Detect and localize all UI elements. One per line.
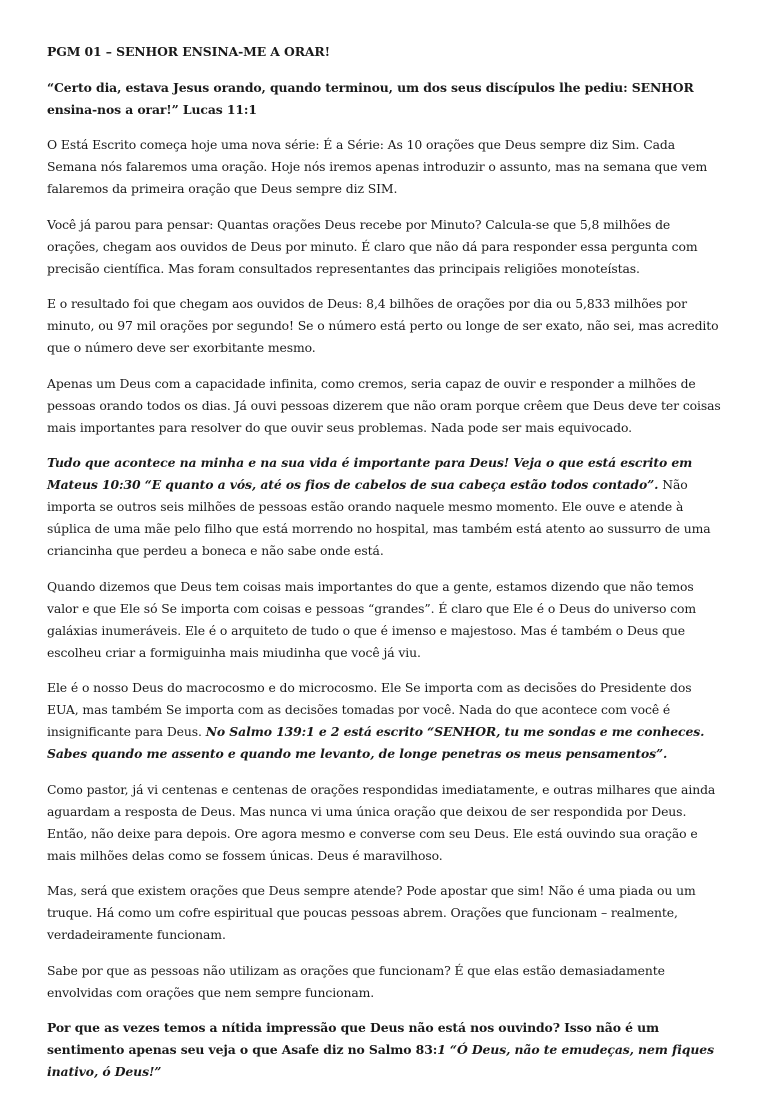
paragraph-pastor: Como pastor, já vi centenas e centenas de orações respondidas imediatamente, e outras milhares que ainda aguardam a resposta de Deus. Mas nunca vi uma única oração que deixou de ser respondida por Deus. Então, não deixe para depois. Ore agora mesmo e converse com seu Deus. Ele está ouvindo sua oração e mais milhões delas como se fossem únicas. Deus é maravilhoso.	[47, 781, 716, 863]
asafe-question: Por que as vezes temos a nítida impressão que Deus não está nos ouvindo? Isso não é um sentimento apenas seu veja o que Asafe diz no Salmo 83:	[47, 1020, 660, 1057]
paragraph-why-not-used: Sabe por que as pessoas não utilizam as orações que funcionam? É que elas estão demasiadamente envolvidas com orações que nem sempre funcionam.	[47, 962, 665, 1000]
paragraph-result: E o resultado foi que chegam aos ouvidos de Deus: 8,4 bilhões de orações por dia ou 5,833 milhões por minuto, ou 97 mil orações por segundo! Se o número está perto ou longe de ser exato, não sei, mas acredito que o número deve ser exorbitante mesmo.	[47, 296, 719, 355]
macrocosm-text: Ele é o nosso Deus do macrocosmo e do microcosmo. Ele Se importa com as decisões do Presidente dos EUA, mas também Se importa com as decisões tomadas por você. Nada do que acontece com você é insignificante para Deus.	[47, 680, 692, 739]
paragraph-matthew	[47, 452, 723, 562]
matthew-quote: Tudo que acontece na minha e na sua vida é importante para Deus! Veja o que está escrito em Mateus 10:30 “E quanto a vós, até os fios de cabelos de sua cabeça estão todos contado”.	[47, 455, 693, 492]
paragraph-macrocosm	[47, 677, 723, 765]
paragraph-infinite-capacity: Apenas um Deus com a capacidade infinita, como cremos, seria capaz de ouvir e responder a milhões de pessoas orando todos os dias. Já ouvi pessoas dizerem que não oram porque crêem que Deus deve ter coisas mais importantes para resolver do que ouvir seus problemas. Nada pode ser mais equivocado.	[47, 375, 721, 435]
psalm-83-quote: 1 “Ó Deus, não te emudeças, nem fiques inativo, ó Deus!”	[47, 1042, 714, 1079]
document-title: PGM 01 – SENHOR ENSINA-ME A ORAR!	[47, 44, 330, 59]
paragraph-intro: O Está Escrito começa hoje uma nova série: É a Série: As 10 orações que Deus sempre diz Sim. Cada Semana nós falaremos uma oração. Hoje nós iremos apenas introduzir o assunto, mas na semana que vem falaremos da primeira oração que Deus sempre diz SIM.	[47, 137, 708, 196]
document-page	[47, 41, 723, 1097]
psalm-139-quote: No Salmo 139:1 e 2 está escrito “SENHOR, tu me sondas e me conheces. Sabes quando me assento e quando me levanto, de longe penetras os meus pensamentos”.	[47, 724, 705, 761]
paragraph-prayers-god-answers: Mas, será que existem orações que Deus sempre atende? Pode apostar que sim! Não é uma piada ou um truque. Há como um cofre espiritual que poucas pessoas abrem. Orações que funcionam – realmente, verdadeiramente funcionam.	[47, 883, 696, 942]
matthew-rest: Não importa se outros seis milhões de pessoas estão orando naquele mesmo momento. Ele ouve e atende à súplica de uma mãe pelo filho que está morrendo no hospital, mas também está atento ao sussurro de uma criancinha que perdeu a boneca e não sabe onde está.	[47, 477, 711, 558]
paragraph-prayers-per-minute: Você já parou para pensar: Quantas orações Deus recebe por Minuto? Calcula-se que 5,8 milhões de orações, chegam aos ouvidos de Deus por minuto. É claro que não dá para responder essa pergunta com precisão científica. Mas foram consultados representantes das principais religiões monoteístas.	[47, 216, 698, 276]
paragraph-asafe	[47, 1017, 723, 1083]
paragraph-universe: Quando dizemos que Deus tem coisas mais importantes do que a gente, estamos dizendo que não temos valor e que Ele só Se importa com coisas e pessoas “grandes”. É claro que Ele é o Deus do universo com galáxias inumeráveis. Ele é o arquiteto de tudo o que é imenso e majestoso. Mas é também o Deus que escolheu criar a formiguinha mais miudinha que você já viu.	[47, 578, 697, 660]
epigraph-quote: “Certo dia, estava Jesus orando, quando terminou, um dos seus discípulos lhe pediu: SENHOR ensina-nos a orar!” Lucas 11:1	[47, 79, 694, 117]
